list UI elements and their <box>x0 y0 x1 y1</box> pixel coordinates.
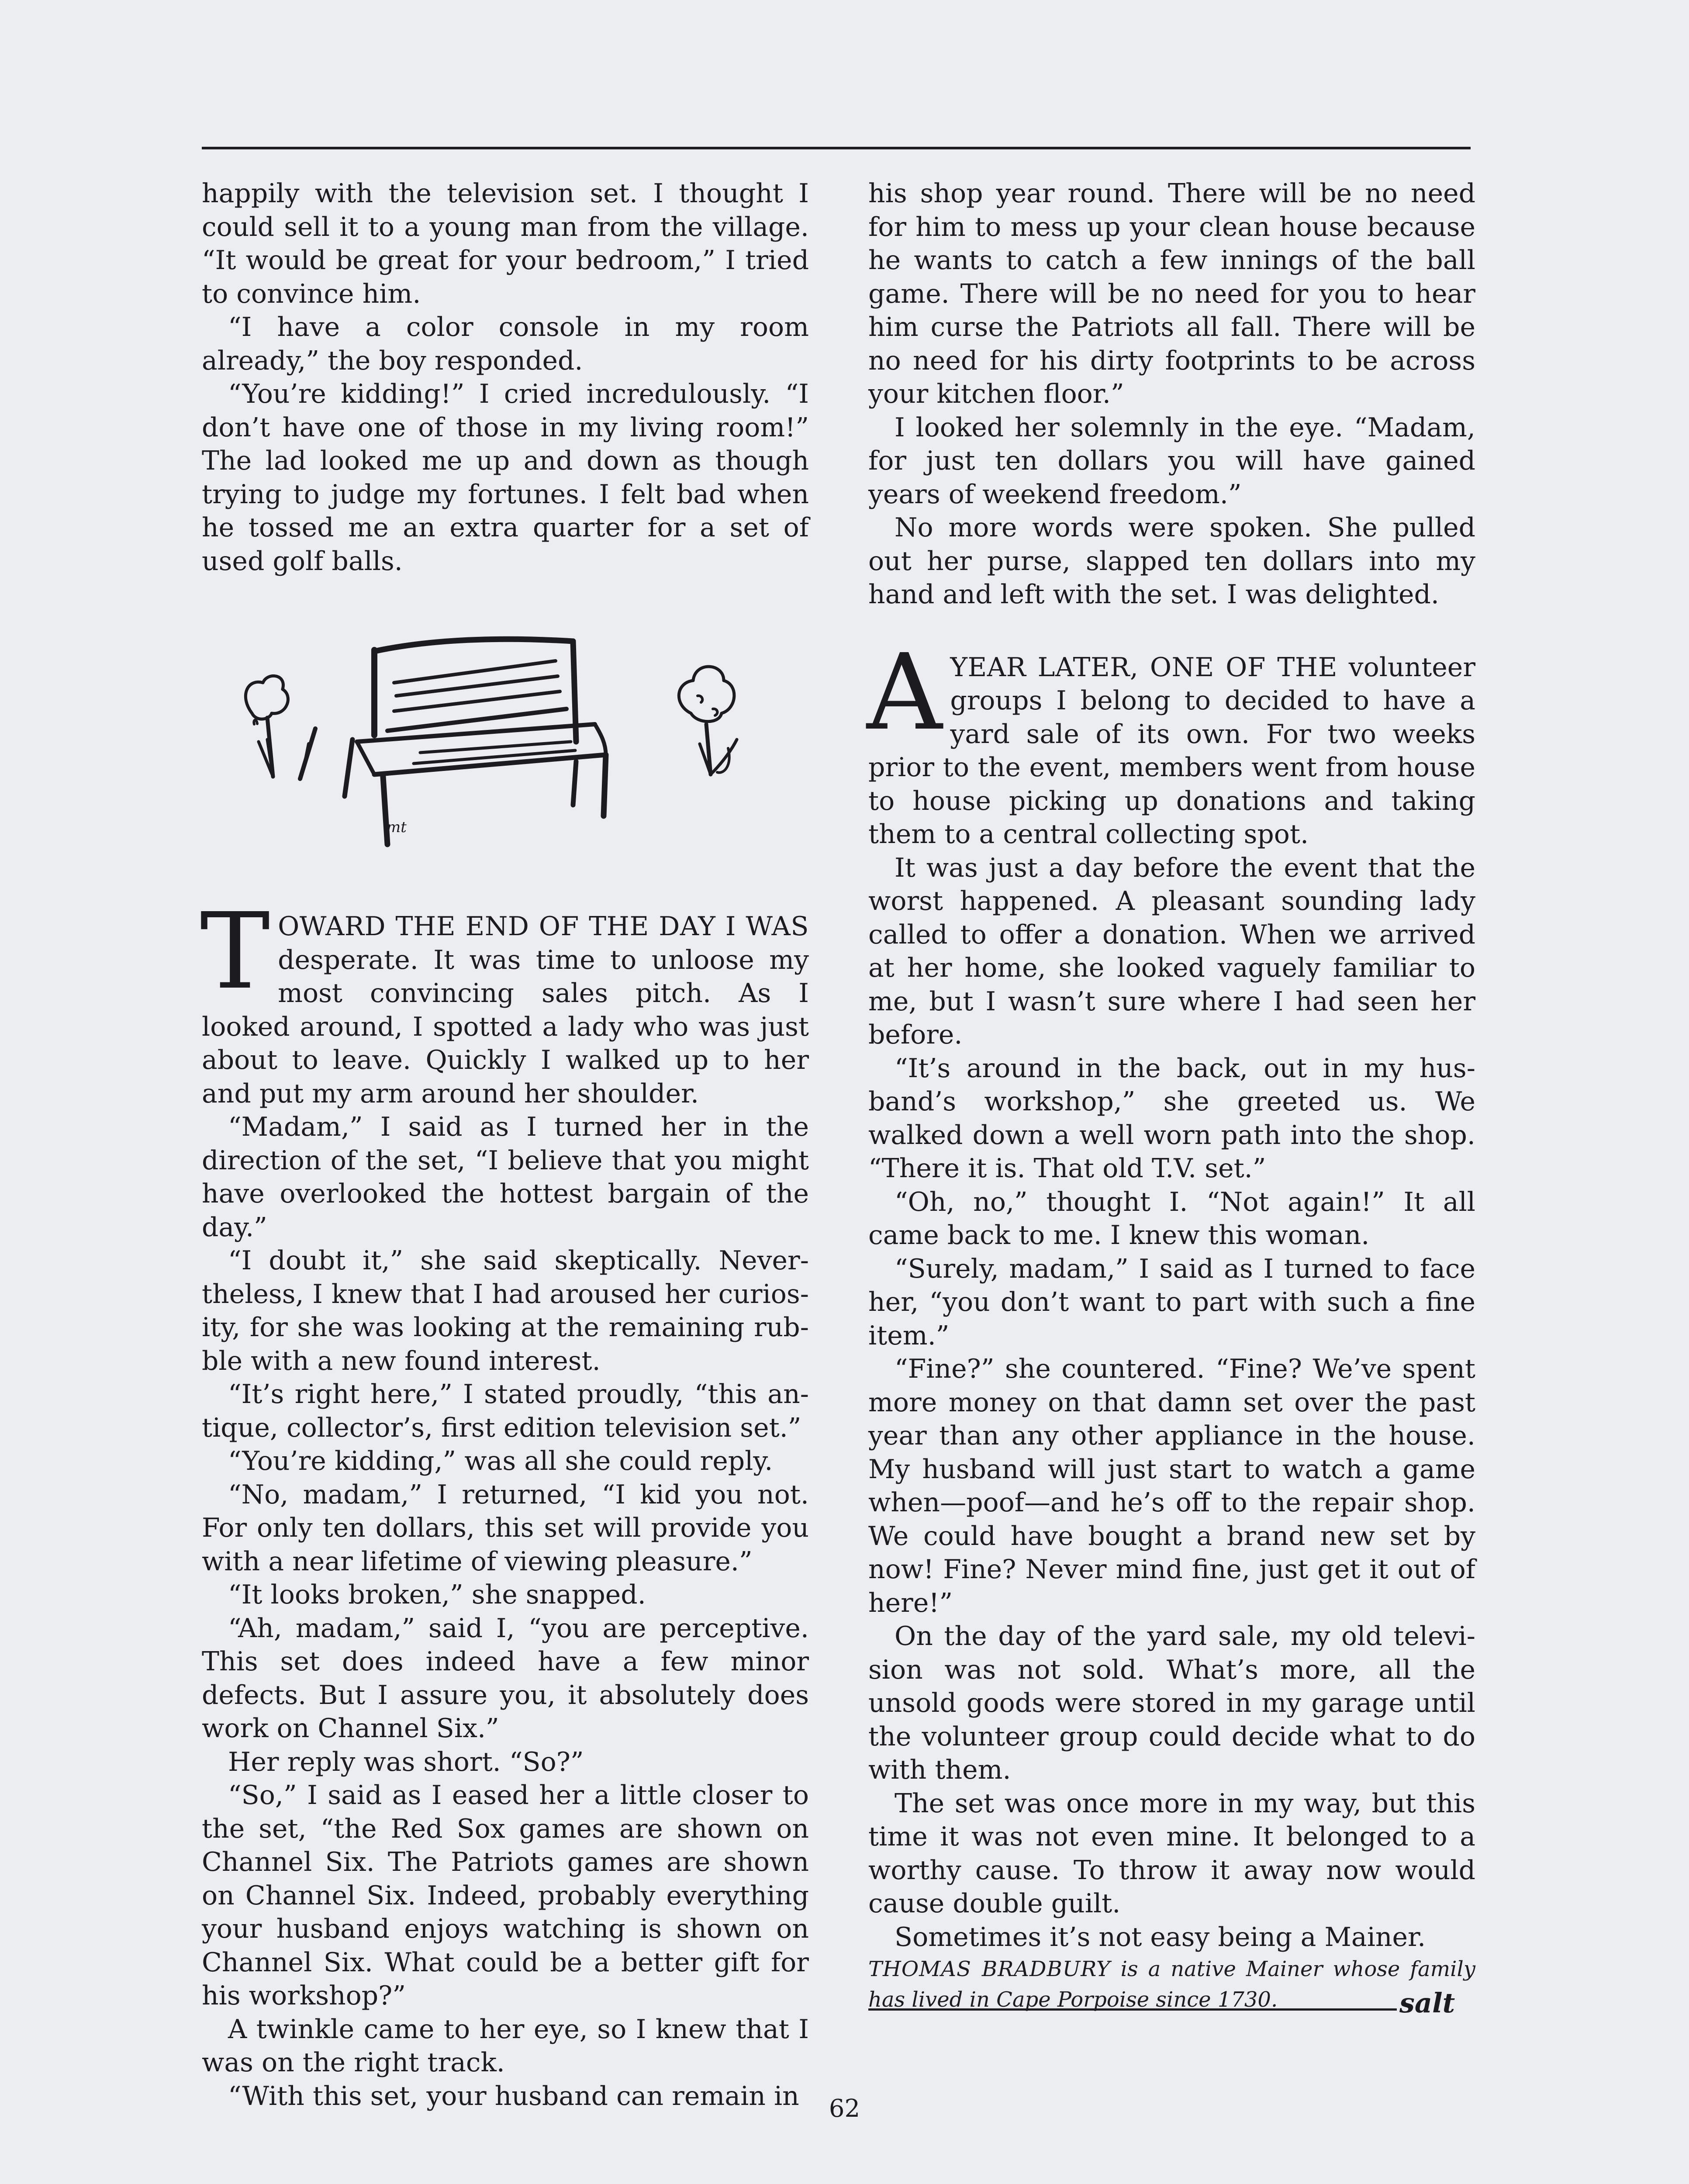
section-gap <box>868 612 1475 651</box>
paragraph: No more words were spoken. She pulled out her purse, slapped ten dollars into my hand and left with the set. I was delighted. <box>868 512 1475 610</box>
paragraph: Her reply was short. “So?” <box>228 1746 584 1777</box>
paragraph: “With this set, your husband can remain in <box>228 2080 799 2111</box>
section-opening <box>867 631 1475 851</box>
drop-cap: T <box>200 890 270 1013</box>
paragraph: “Fine?” she countered. “Fine? We’ve spent more money on that damn set over the past year than any other appliance in the house. My husband will just start to watch a game when—poof—and he’s off to the repair shop. We could have bought a brand new set by now! Fine? Never mind fine, just get it out of here!” <box>868 1354 1475 1618</box>
paragraph: I looked her solemnly in the eye. “Madam, for just ten dollars you will have gained years of weekend freedom.” <box>868 412 1475 510</box>
bench-sketch-icon <box>221 630 789 857</box>
author-bio-text: is a native Mainer whose family has lived in Cape Porpoise since 1730. <box>868 1957 1475 2012</box>
paragraph: It was just a day before the event that the worst happened. A pleasant sounding lady called to offer a donation. When we arrived at her home, she looked vaguely familiar to me, but I wasn’t sure where I had seen her before. <box>868 852 1475 1050</box>
paragraph: On the day of the yard sale, my old television was not sold. What’s more, all the unsold goods were stored in my garage until the volunteer group could decide what to do with them. <box>868 1621 1475 1785</box>
left-column <box>202 177 809 2113</box>
paragraph: “No, madam,” I returned, “I kid you not. For only ten dollars, this set will provide you with a near lifetime of viewing pleasure.” <box>202 1479 809 1577</box>
paragraph: “You’re kidding!” I cried incredulously. “I don’t have one of those in my living room!” The lad looked me up and down as though trying to judge my fortunes. I felt bad when he tossed me an extra quarter for a set of used golf balls. <box>202 379 809 577</box>
drop-cap: A <box>867 631 943 753</box>
paragraph: “I doubt it,” she said skeptically. Nevertheless, I knew that I had aroused her curiosity, for she was looking at the remaining rubble with a new found interest. <box>202 1245 809 1376</box>
section-opening <box>200 890 809 1110</box>
salt-logo-text: salt <box>1399 1987 1455 2019</box>
paragraph: “It looks broken,” she snapped. <box>228 1579 646 1610</box>
paragraph: “Surely, madam,” I said as I turned to face her, “you don’t want to part with such a fine item.” <box>868 1253 1475 1351</box>
paragraph: “It’s right here,” I stated proudly, “this antique, collector’s, first edition television set.” <box>202 1379 809 1443</box>
author-bio <box>868 1954 1475 2015</box>
paragraph: “Oh, no,” thought I. “Not again!” It all came back to me. I knew this woman. <box>868 1186 1475 1251</box>
top-rule <box>202 147 1471 149</box>
paragraph: The set was once more in my way, but this time it was not even mine. It belonged to a worthy cause. To throw it away now would cause double guilt. <box>868 1788 1475 1919</box>
section-lead-caps: OWARD THE END OF THE DAY I WAS <box>278 911 809 942</box>
author-name: THOMAS BRADBURY <box>868 1957 1111 1981</box>
paragraph: happily with the television set. I thought I could sell it to a young man from the village. “It would be great for your bedroom,” I tried to convince him. <box>202 178 809 309</box>
paragraph: “It’s around in the back, out in my husband’s workshop,” she greeted us. We walked down a well worn path into the shop. “There it is. That old T.V. set.” <box>868 1053 1475 1184</box>
paragraph: “Ah, madam,” said I, “you are perceptive. This set does indeed have a few minor defects. But I assure you, it absolutely does work on Channel Six.” <box>202 1613 809 1744</box>
page-number: 62 <box>829 2094 860 2123</box>
salt-logo-icon <box>1398 1985 1472 2025</box>
paragraph: “Madam,” I said as I turned her in the direction of the set, “I believe that you might have overlooked the hottest bargain of the day.” <box>202 1112 809 1243</box>
paragraph: Sometimes it’s not easy being a Mainer. <box>895 1921 1426 1952</box>
section-lead-text: volunteer groups I belong to decided to have a yard sale of its own. For two weeks prior to the event, members went from house to house picking up donations and taking them to a central collecting spot. <box>868 652 1475 850</box>
right-column <box>868 177 1475 2015</box>
paragraph: “I have a color console in my room already,” the boy responded. <box>202 312 809 376</box>
paragraph: “You’re kidding,” was all she could reply. <box>228 1446 773 1476</box>
artist-signature: mt <box>387 819 407 836</box>
paragraph: “So,” I said as I eased her a little closer to the set, “the Red Sox games are shown on Channel Six. The Patriots games are shown on Channel Six. Indeed, probably everything your husband enjoys watching is shown on Channel Six. What could be a better gift for his workshop?” <box>202 1780 809 2011</box>
paragraph: his shop year round. There will be no need for him to mess up your clean house because he wants to catch a few innings of the ball game. There will be no need for you to hear him curse the Patriots all fall. There will be no need for his dirty footprints to be across your kitchen floor.” <box>868 178 1475 409</box>
end-rule <box>868 2008 1397 2011</box>
paragraph: A twinkle came to her eye, so I knew that I was on the right track. <box>202 2014 809 2078</box>
section-lead-text: desperate. It was time to unloose my most convincing sales pitch. As I looked around, I spotted a lady who was just about to leave. Quickly I walked up to her and put my arm around her shoulder. <box>202 944 809 1109</box>
section-lead-caps: YEAR LATER, ONE OF THE <box>950 652 1337 683</box>
